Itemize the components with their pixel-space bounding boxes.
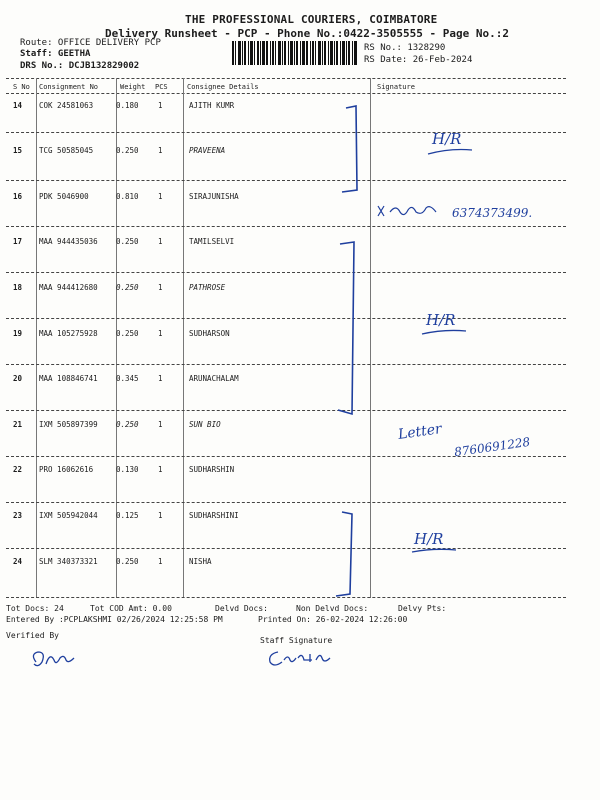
row-weight: 0.250 xyxy=(116,329,139,338)
signature-scribble-16 xyxy=(374,200,444,222)
printed-on: Printed On: 26-02-2024 12:26:00 xyxy=(258,615,408,624)
company-title: THE PROFESSIONAL COURIERS, COIMBATORE xyxy=(185,13,438,26)
table-top-rule xyxy=(6,78,566,79)
row-pcs: 1 xyxy=(158,329,163,338)
hr-underline xyxy=(426,144,476,158)
non-delivered-docs: Non Delvd Docs: xyxy=(296,604,369,613)
row-rule xyxy=(6,548,566,549)
total-docs: Tot Docs: 24 xyxy=(6,604,64,613)
total-cod-amount: Tot COD Amt: 0.00 xyxy=(90,604,172,613)
row-weight: 0.125 xyxy=(116,511,139,520)
row-consignment: TCG 50585045 xyxy=(39,146,94,155)
col-divider xyxy=(116,78,117,598)
row-sno: 22 xyxy=(13,465,23,474)
row-consignment: SLM 340373321 xyxy=(39,557,98,566)
row-rule xyxy=(6,226,566,227)
row-sno: 18 xyxy=(13,283,23,292)
row-consignment: MAA 105275928 xyxy=(39,329,98,338)
row-pcs: 1 xyxy=(158,192,163,201)
row-consignee: AJITH KUMR xyxy=(189,101,235,110)
row-weight: 0.810 xyxy=(116,192,139,201)
table-bottom-rule xyxy=(6,597,566,598)
handwritten-phone-16: 6374373499. xyxy=(452,206,533,220)
row-consignment: IXM 505897399 xyxy=(39,420,98,429)
verifier-signature xyxy=(28,646,78,672)
verified-by-label: Verified By xyxy=(6,631,59,640)
col-pcs-header: PCS xyxy=(155,83,168,91)
row-pcs: 1 xyxy=(158,465,163,474)
row-sno: 17 xyxy=(13,237,23,246)
bracket-mark xyxy=(326,238,366,418)
runsheet-subtitle: Delivery Runsheet - PCP - Phone No.:0422-3505555 - Page No.:2 xyxy=(105,27,509,40)
handwritten-phone-21: 8760691228 xyxy=(453,434,531,460)
row-sno: 23 xyxy=(13,511,23,520)
row-sno: 24 xyxy=(13,557,23,566)
row-rule xyxy=(6,272,566,273)
rs-date: RS Date: 26-Feb-2024 xyxy=(364,55,473,65)
row-consignee: SIRAJUNISHA xyxy=(189,192,239,201)
row-sno: 15 xyxy=(13,146,23,155)
handwritten-hr-2: H/R xyxy=(426,311,456,329)
handwritten-letter: Letter xyxy=(397,421,443,443)
row-pcs: 1 xyxy=(158,511,163,520)
row-weight: 0.130 xyxy=(116,465,139,474)
delivery-points: Delvy Pts: xyxy=(398,604,447,613)
row-consignee: NISHA xyxy=(189,557,212,566)
handwritten-hr-1: H/R xyxy=(432,130,462,148)
row-pcs: 1 xyxy=(158,237,163,246)
row-consignee: PATHROSE xyxy=(189,283,226,292)
row-consignee: SUDHARSHIN xyxy=(189,465,235,474)
row-consignee: TAMILSELVI xyxy=(189,237,235,246)
row-consignment: MAA 108846741 xyxy=(39,374,98,383)
row-weight: 0.250 xyxy=(116,237,139,246)
entered-by: Entered By :PCPLAKSHMI 02/26/2024 12:25:58 PM xyxy=(6,615,223,624)
delivered-docs: Delvd Docs: xyxy=(215,604,268,613)
col-consignee-header: Consignee Details xyxy=(187,83,259,91)
row-rule xyxy=(6,456,566,457)
row-consignment: PDK 5046900 xyxy=(39,192,89,201)
row-pcs: 1 xyxy=(158,146,163,155)
row-weight: 0.250 xyxy=(116,283,139,292)
hr-underline xyxy=(420,326,470,338)
route-label: Route: OFFICE DELIVERY PCP xyxy=(20,38,161,48)
drs-number: DRS No.: DCJB132829002 xyxy=(20,61,140,71)
bracket-mark xyxy=(330,100,370,200)
row-rule xyxy=(6,132,566,133)
row-pcs: 1 xyxy=(158,420,163,429)
rs-number: RS No.: 1328290 xyxy=(364,43,446,53)
row-consignment: COK 24581063 xyxy=(39,101,94,110)
staff-label: Staff: GEETHA xyxy=(20,49,91,59)
row-rule xyxy=(6,502,566,503)
row-consignment: IXM 505942044 xyxy=(39,511,98,520)
handwritten-hr-3: H/R xyxy=(414,530,444,548)
row-rule xyxy=(6,364,566,365)
col-divider xyxy=(370,78,371,598)
col-consignment-header: Consignment No xyxy=(39,83,99,91)
hr-underline xyxy=(410,546,460,558)
row-sno: 19 xyxy=(13,329,23,338)
col-divider xyxy=(183,78,184,598)
row-weight: 0.180 xyxy=(116,101,139,110)
bracket-mark xyxy=(326,506,366,598)
row-rule xyxy=(6,410,566,411)
row-weight: 0.250 xyxy=(116,146,139,155)
row-pcs: 1 xyxy=(158,283,163,292)
col-sno-header: S No xyxy=(13,83,30,91)
col-weight-header: Weight xyxy=(120,83,146,91)
col-divider xyxy=(36,78,37,598)
row-sno: 14 xyxy=(13,101,23,110)
barcode-image xyxy=(232,41,358,65)
row-sno: 16 xyxy=(13,192,23,201)
row-weight: 0.250 xyxy=(116,557,139,566)
staff-signature-label: Staff Signature xyxy=(260,636,333,645)
row-pcs: 1 xyxy=(158,374,163,383)
row-rule xyxy=(6,180,566,181)
row-consignment: MAA 944435036 xyxy=(39,237,98,246)
row-weight: 0.345 xyxy=(116,374,139,383)
row-consignee: SUDHARSON xyxy=(189,329,230,338)
row-sno: 21 xyxy=(13,420,23,429)
col-signature-header: Signature xyxy=(377,83,415,91)
row-consignment: PRO 16062616 xyxy=(39,465,94,474)
row-weight: 0.250 xyxy=(116,420,139,429)
row-consignee: SUN BIO xyxy=(189,420,221,429)
row-rule xyxy=(6,318,566,319)
row-consignee: PRAVEENA xyxy=(189,146,226,155)
table-header-rule xyxy=(6,93,566,94)
row-sno: 20 xyxy=(13,374,23,383)
row-consignment: MAA 944412680 xyxy=(39,283,98,292)
row-consignee: SUDHARSHINI xyxy=(189,511,239,520)
staff-signature xyxy=(266,644,336,670)
row-pcs: 1 xyxy=(158,101,163,110)
row-consignee: ARUNACHALAM xyxy=(189,374,239,383)
row-pcs: 1 xyxy=(158,557,163,566)
